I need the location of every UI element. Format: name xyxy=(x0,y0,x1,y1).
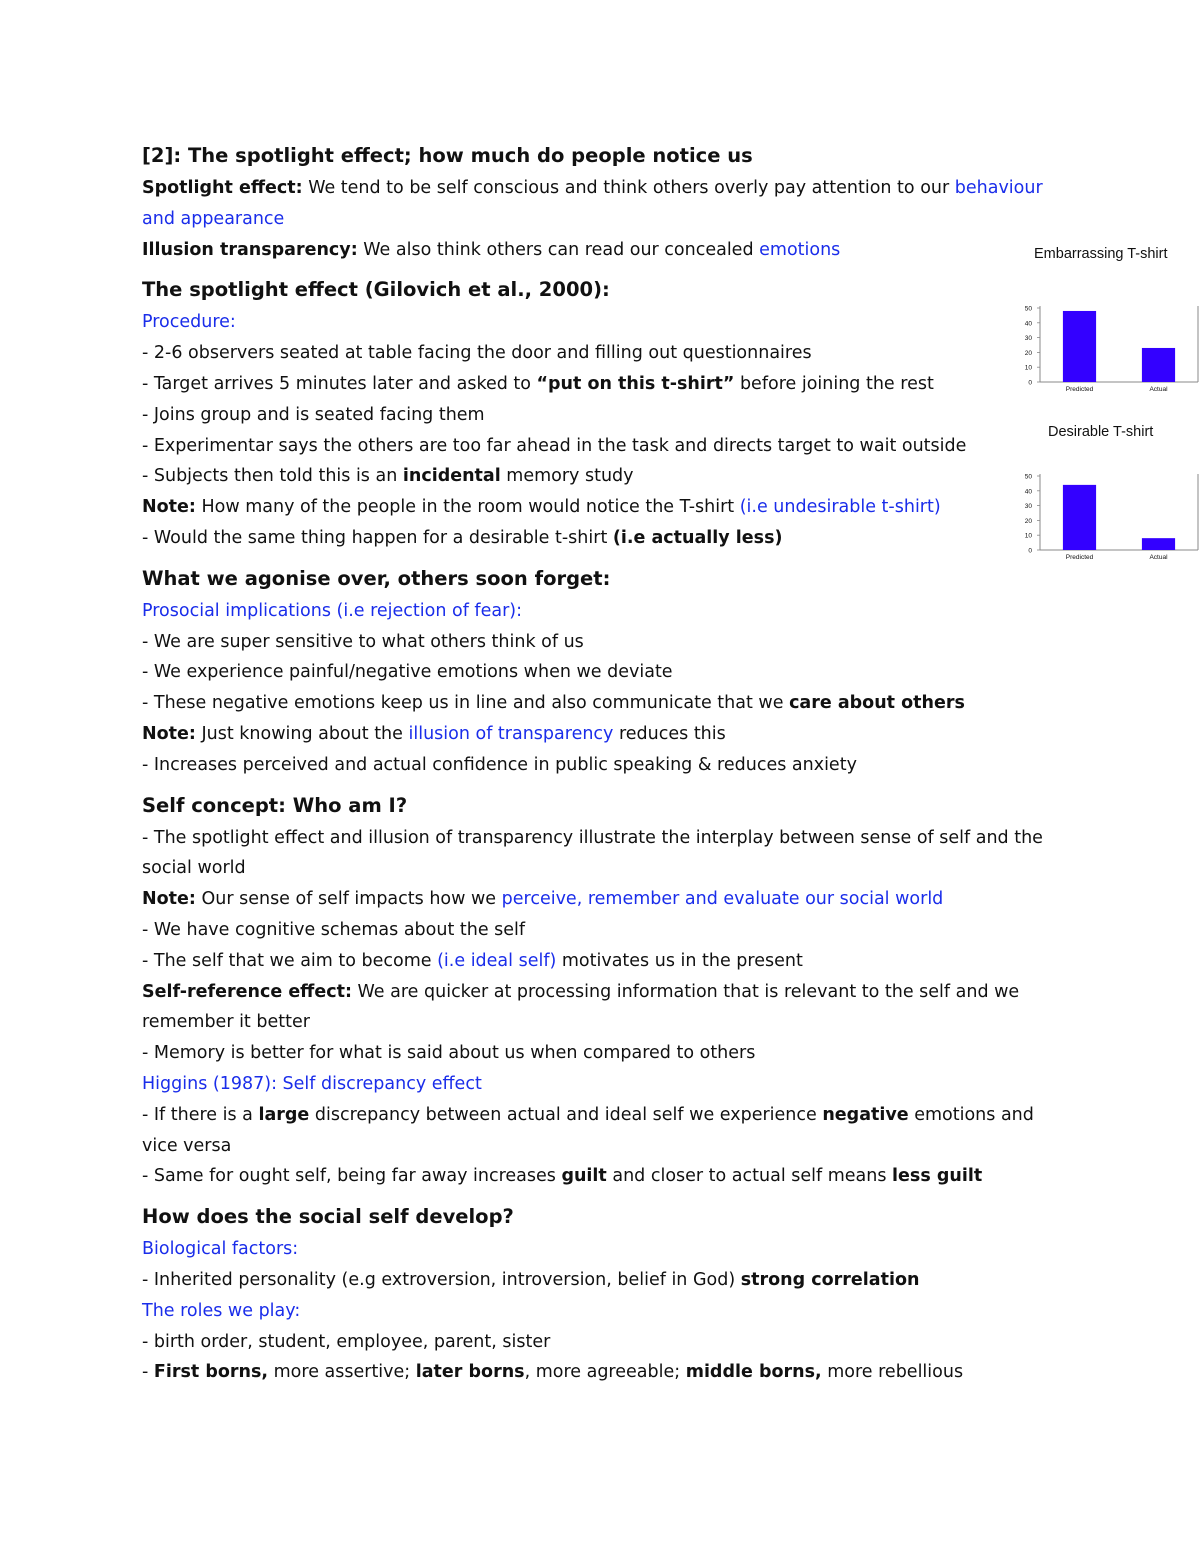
procedure-item xyxy=(142,369,1072,400)
procedure-text: before joining the rest xyxy=(734,373,934,394)
self-reference-definition xyxy=(142,977,1072,1039)
list-item xyxy=(142,1161,1072,1192)
list-bold: large xyxy=(258,1104,310,1125)
list-bold: care about others xyxy=(789,693,965,714)
self-concept-heading: Self concept: Who am I? xyxy=(142,793,408,817)
procedure-item: - Joins group and is seated facing them xyxy=(142,404,485,425)
procedure-label: Procedure: xyxy=(142,312,236,333)
list-text: - Same for ought self, being far away increases xyxy=(142,1166,562,1187)
x-tick-label: Actual xyxy=(1149,554,1168,561)
illusion-text: We also think others can read our concealed xyxy=(357,239,760,260)
list-item xyxy=(142,1265,1072,1296)
list-item xyxy=(142,1357,1072,1388)
spotlight-text: We tend to be self conscious and think others overly pay attention to our xyxy=(302,178,955,198)
study-note xyxy=(142,492,1072,523)
procedure-text: - Subjects then told this is an xyxy=(142,466,403,487)
y-tick-label: 10 xyxy=(1024,364,1032,372)
note-highlight: perceive, remember and evaluate our social world xyxy=(501,889,944,910)
x-tick-label: Actual xyxy=(1149,386,1168,393)
bar-actual xyxy=(1142,538,1175,550)
chart-title-embarrassing: Embarrassing T-shirt xyxy=(1034,246,1168,262)
y-tick-label: 0 xyxy=(1028,547,1032,555)
list-bold: less guilt xyxy=(892,1166,983,1187)
list-text: and closer to actual self means xyxy=(606,1166,893,1187)
bar-actual xyxy=(1142,348,1175,382)
sre-text: We are quicker at processing information that is relevant to the self and we remember it better xyxy=(142,981,1020,1033)
develop-heading: How does the social self develop? xyxy=(142,1205,514,1229)
section-title: [2]: The spotlight effect; how much do people notice us xyxy=(142,144,753,167)
illusion-definition xyxy=(142,235,1072,266)
list-bold: negative xyxy=(822,1104,909,1125)
y-tick-label: 40 xyxy=(1024,320,1032,328)
list-bold: guilt xyxy=(561,1166,607,1187)
list-text: - The self that we aim to become xyxy=(142,950,438,971)
desirable-tshirt-chart xyxy=(1010,468,1200,578)
y-tick-label: 10 xyxy=(1024,532,1032,540)
list-text: - If there is a xyxy=(142,1104,259,1125)
procedure-text: memory study xyxy=(500,466,634,487)
spotlight-highlight: behaviour and appearance xyxy=(142,178,1043,229)
list-item: - We have cognitive schemas about the self xyxy=(142,919,526,940)
bar-predicted xyxy=(1063,485,1096,550)
note-label: Note: xyxy=(142,497,196,518)
note-text: Our sense of self impacts how we xyxy=(195,889,502,910)
roles-label: The roles we play: xyxy=(142,1300,301,1321)
procedure-bold: incidental xyxy=(402,466,501,487)
higgins-label: Higgins (1987): Self discrepancy effect xyxy=(142,1073,482,1094)
list-bold: strong correlation xyxy=(740,1269,920,1290)
illusion-highlight: emotions xyxy=(759,239,841,260)
procedure-quote: “put on this t-shirt” xyxy=(536,373,735,394)
study-question xyxy=(142,523,1072,554)
question-text: - Would the same thing happen for a desirable t-shirt xyxy=(142,527,613,548)
study-heading: The spotlight effect (Gilovich et al., 2000): xyxy=(142,278,610,302)
illusion-label: Illusion transparency: xyxy=(142,239,358,260)
note-text: reduces this xyxy=(613,723,726,744)
procedure-item xyxy=(142,461,1072,492)
chart-title-desirable: Desirable T-shirt xyxy=(1048,424,1154,440)
list-item xyxy=(142,946,1072,977)
spotlight-definition xyxy=(142,173,1072,235)
agonise-note xyxy=(142,719,1072,750)
biological-label: Biological factors: xyxy=(142,1239,299,1260)
y-tick-label: 0 xyxy=(1028,379,1032,387)
list-highlight: (i.e ideal self) xyxy=(437,950,557,971)
note-text: How many of the people in the room would notice the T-shirt xyxy=(195,497,740,518)
spotlight-label: Spotlight effect: xyxy=(142,178,303,198)
procedure-text: - Target arrives 5 minutes later and asked to xyxy=(142,373,537,394)
list-item: - We experience painful/negative emotions when we deviate xyxy=(142,662,673,683)
list-item: - Memory is better for what is said about us when compared to others xyxy=(142,1043,756,1064)
note-highlight: (i.e undesirable t-shirt) xyxy=(739,497,941,518)
list-text: more rebellious xyxy=(821,1362,964,1383)
list-item: - birth order, student, employee, parent, sister xyxy=(142,1331,551,1352)
list-bold: middle borns, xyxy=(685,1362,822,1383)
x-tick-label: Predicted xyxy=(1065,386,1094,393)
list-text: - Inherited personality (e.g extroversion, introversion, belief in God) xyxy=(142,1269,741,1290)
y-tick-label: 40 xyxy=(1024,488,1032,496)
list-item xyxy=(142,1100,1072,1162)
note-text: Just knowing about the xyxy=(195,723,409,744)
charts-panel xyxy=(1010,242,1200,572)
note-label: Note: xyxy=(142,723,196,744)
bar-predicted xyxy=(1063,311,1096,382)
list-text: , more agreeable; xyxy=(524,1362,686,1383)
list-text: emotions and vice versa xyxy=(142,1104,1034,1156)
prosocial-label: Prosocial implications (i.e rejection of fear): xyxy=(142,600,523,621)
note-label: Note: xyxy=(142,889,196,910)
y-tick-label: 20 xyxy=(1024,349,1032,357)
list-bold: later borns xyxy=(415,1362,525,1383)
x-tick-label: Predicted xyxy=(1065,554,1094,561)
self-note xyxy=(142,884,1072,915)
procedure-item: - Experimentar says the others are too far ahead in the task and directs target to wait outside xyxy=(142,435,967,456)
question-answer: (i.e actually less) xyxy=(612,527,783,548)
y-tick-label: 30 xyxy=(1024,335,1032,343)
list-bold: First borns, xyxy=(153,1362,269,1383)
list-text: - These negative emotions keep us in line and also communicate that we xyxy=(142,693,790,714)
list-text: more assertive; xyxy=(268,1362,416,1383)
list-text: motivates us in the present xyxy=(556,950,803,971)
y-tick-label: 50 xyxy=(1024,305,1032,313)
y-tick-label: 50 xyxy=(1024,473,1032,481)
y-tick-label: 30 xyxy=(1024,503,1032,511)
embarrassing-tshirt-chart xyxy=(1010,300,1200,410)
y-tick-label: 20 xyxy=(1024,517,1032,525)
procedure-item: - 2-6 observers seated at table facing the door and filling out questionnaires xyxy=(142,343,812,364)
note-highlight: illusion of transparency xyxy=(408,723,614,744)
document-body xyxy=(142,141,1072,1388)
list-item xyxy=(142,688,1072,719)
sre-label: Self-reference effect: xyxy=(142,981,352,1002)
list-item: - Increases perceived and actual confidence in public speaking & reduces anxiety xyxy=(142,754,857,775)
list-text: - xyxy=(142,1362,154,1383)
list-text: discrepancy between actual and ideal self we experience xyxy=(309,1104,823,1125)
list-item: - We are super sensitive to what others think of us xyxy=(142,631,584,652)
agonise-heading: What we agonise over, others soon forget: xyxy=(142,566,611,590)
list-item: - The spotlight effect and illusion of transparency illustrate the interplay between sense of self and the social world xyxy=(142,827,1043,879)
